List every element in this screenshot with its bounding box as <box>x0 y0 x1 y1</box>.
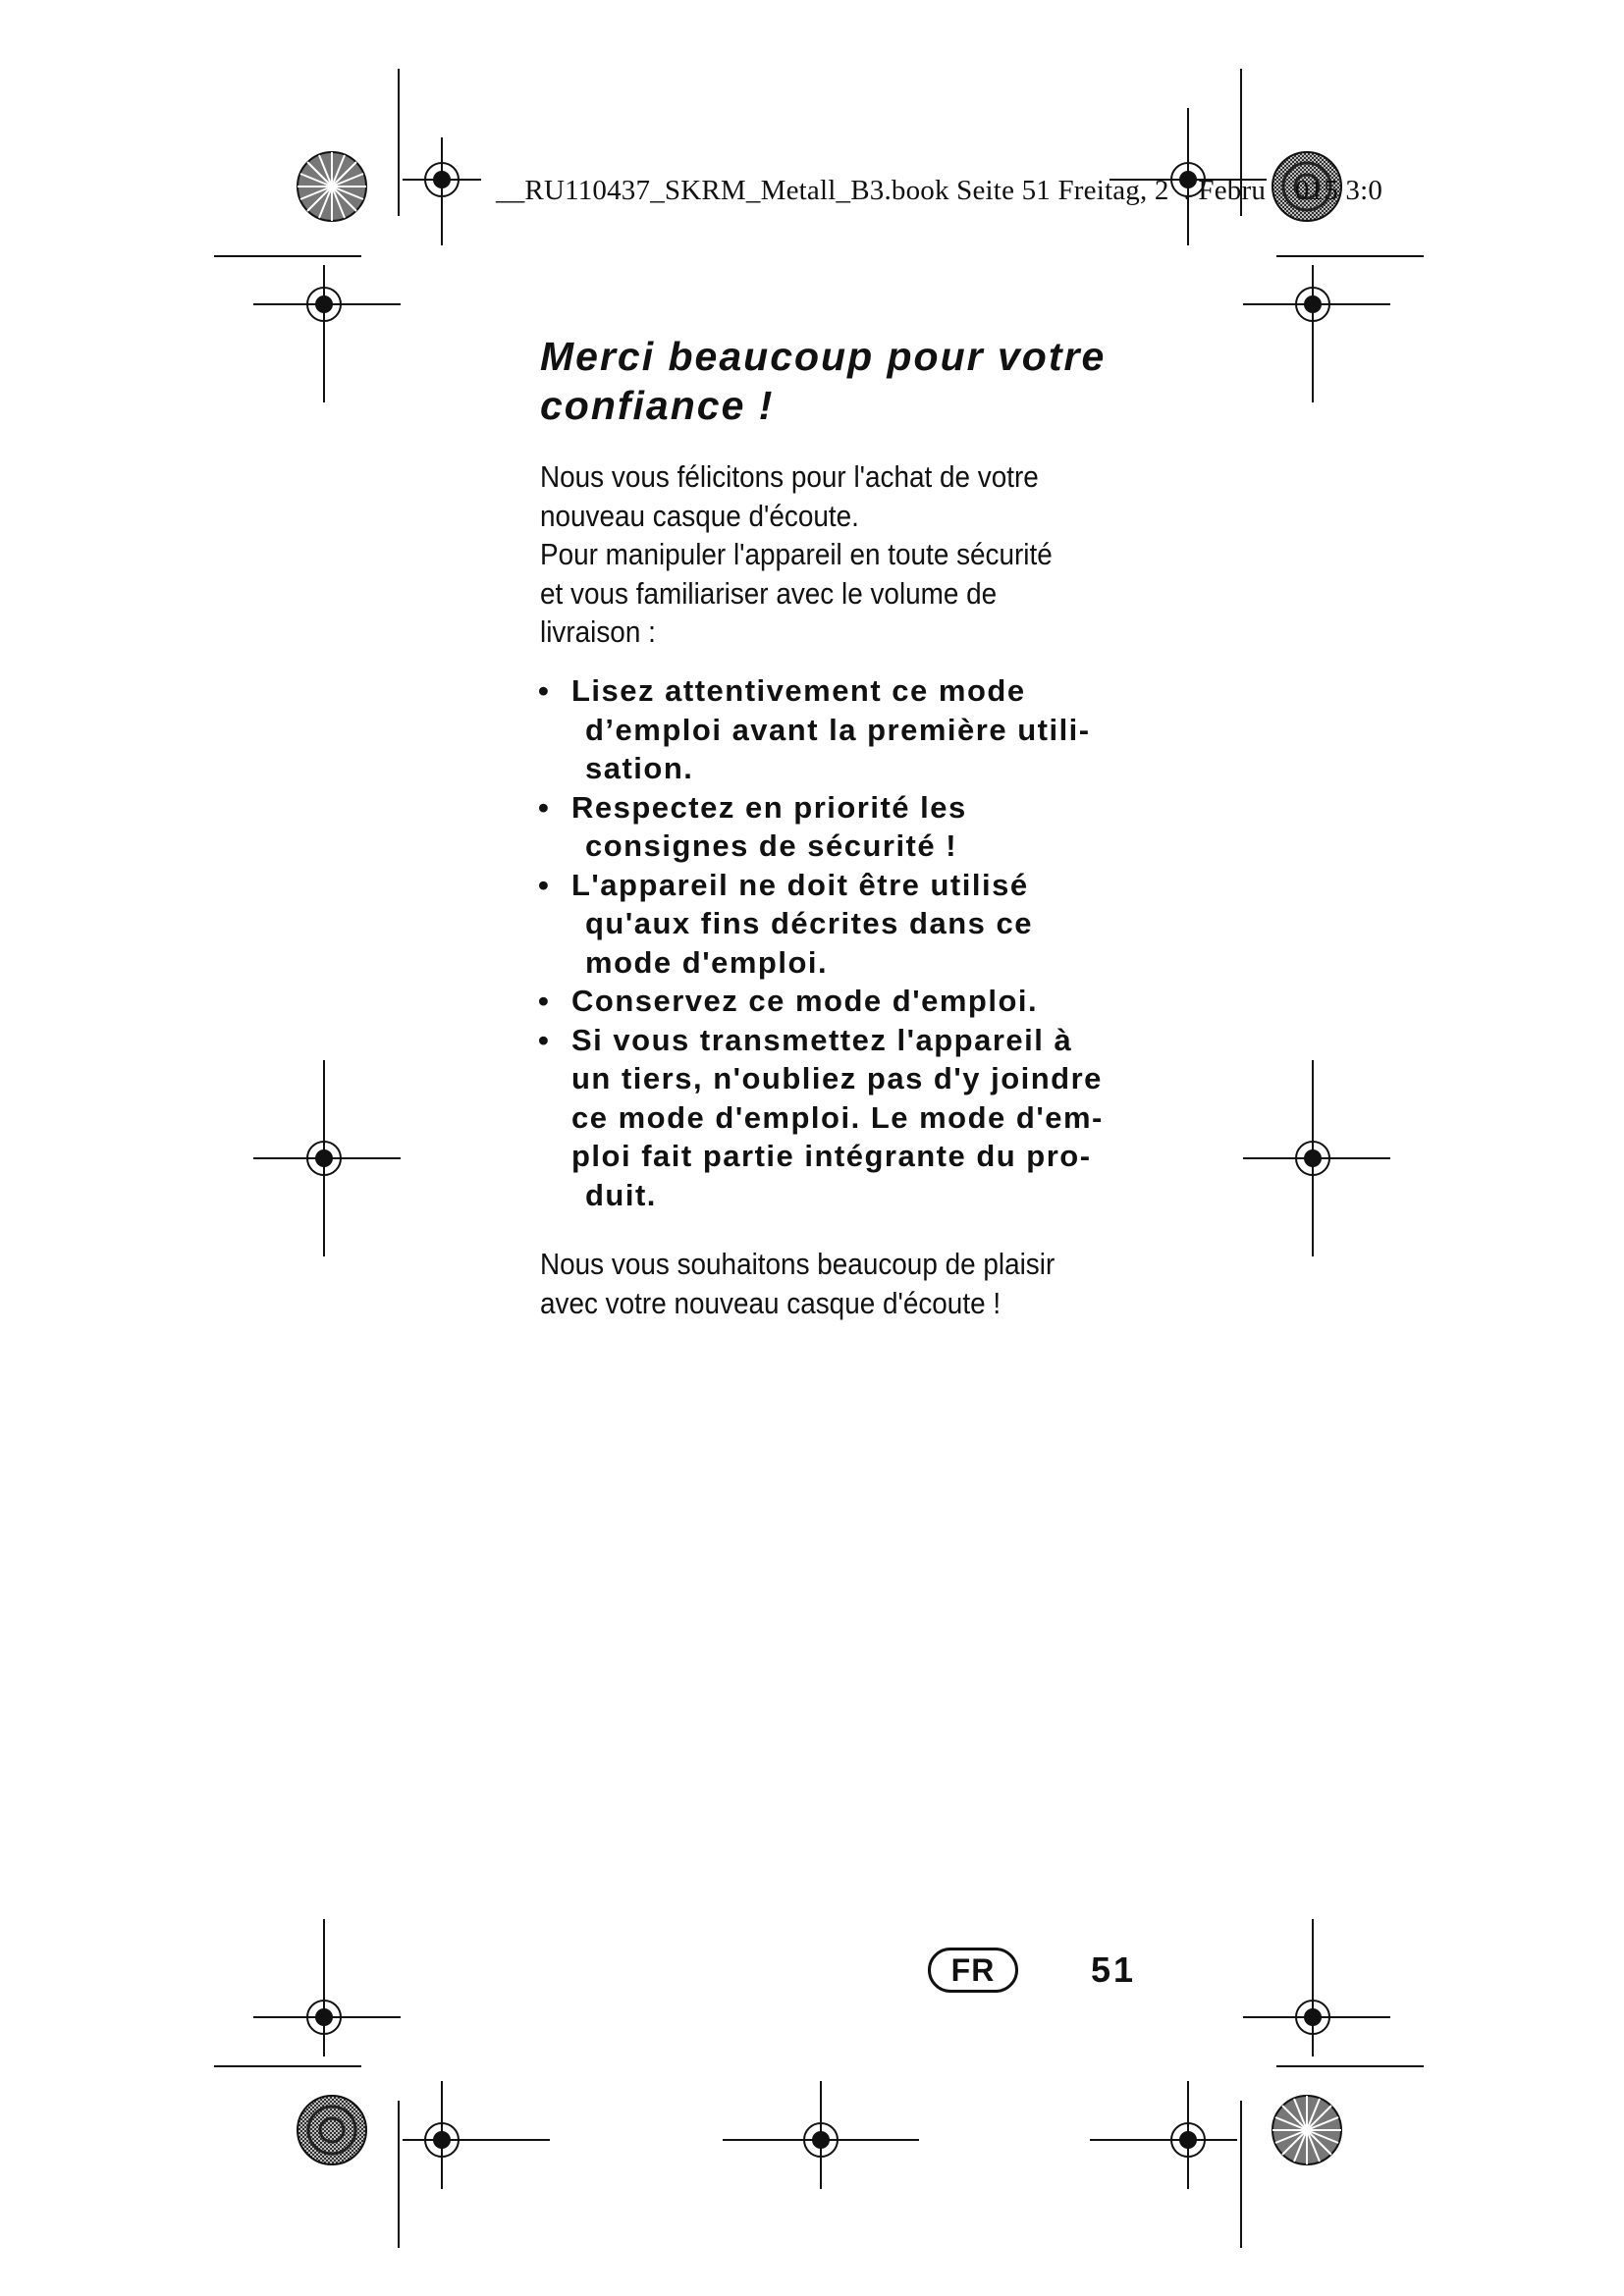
bullet-icon: • <box>538 789 551 825</box>
bullet-icon: • <box>538 673 551 708</box>
list-item <box>538 866 1206 983</box>
list-item-line: qu'aux fins décrites dans ce <box>585 906 1033 940</box>
list-item <box>538 1021 1206 1215</box>
text-line: Pour manipuler l'appareil en toute sécurité <box>540 537 1053 571</box>
bullet-icon: • <box>538 984 551 1018</box>
list-item-line: Si vous transmettez l'appareil à <box>571 1022 1073 1057</box>
list-item-line: Respectez en priorité les <box>571 789 967 825</box>
text-line: Nous vous félicitons pour l'achat de votre <box>540 459 1039 494</box>
closing-paragraph <box>540 1245 1106 1322</box>
text-line: livraison : <box>540 614 656 649</box>
intro-paragraph <box>540 457 1106 652</box>
title-line: confiance ! <box>540 383 775 428</box>
page-number: 51 <box>1091 1949 1137 1990</box>
list-item-line: sation. <box>585 751 694 785</box>
safety-bullet-list <box>538 671 1206 1214</box>
star-target-icon <box>298 152 366 221</box>
registration-mark <box>403 137 481 245</box>
list-item-line: ce mode d'emploi. Le mode d'em- <box>571 1099 1104 1135</box>
list-item-line: mode d'emploi. <box>585 944 829 980</box>
list-item <box>538 788 1206 866</box>
bullet-icon: • <box>538 867 551 902</box>
list-item-line: Conservez ce mode d'emploi. <box>571 984 1039 1018</box>
list-item-line: d’emploi avant la première utili- <box>585 712 1091 747</box>
list-item-line: L'appareil ne doit être utilisé <box>571 867 1029 902</box>
list-item <box>538 982 1206 1021</box>
list-item-line: consignes de sécurité ! <box>585 828 958 863</box>
text-line: et vous familiariser avec le volume de <box>540 575 998 611</box>
text-line: Nous vous souhaitons beaucoup de plaisir <box>540 1247 1056 1281</box>
list-item <box>538 671 1206 788</box>
list-item-line: un tiers, n'oubliez pas d'y joindre <box>571 1061 1103 1095</box>
print-header: __RU110437_SKRM_Metall_B3.book Seite 51 Freitag, 2 . Febru 015 3:0 <box>496 175 1383 206</box>
title-line: Merci beaucoup pour votre <box>540 334 1107 379</box>
text-line: nouveau casque d'écoute. <box>540 498 859 533</box>
page-title <box>540 332 1247 430</box>
text-line: avec votre nouveau casque d'écoute ! <box>540 1285 1001 1320</box>
list-item-line: Lisez attentivement ce mode <box>571 673 1026 708</box>
language-badge: FR <box>928 1948 1018 1993</box>
list-item-line: duit. <box>585 1177 657 1212</box>
bullet-icon: • <box>538 1022 551 1057</box>
list-item-line: ploi fait partie intégrante du pro- <box>571 1139 1092 1173</box>
star-target-icon <box>1272 2096 1341 2164</box>
concentric-target-icon <box>298 2096 366 2164</box>
